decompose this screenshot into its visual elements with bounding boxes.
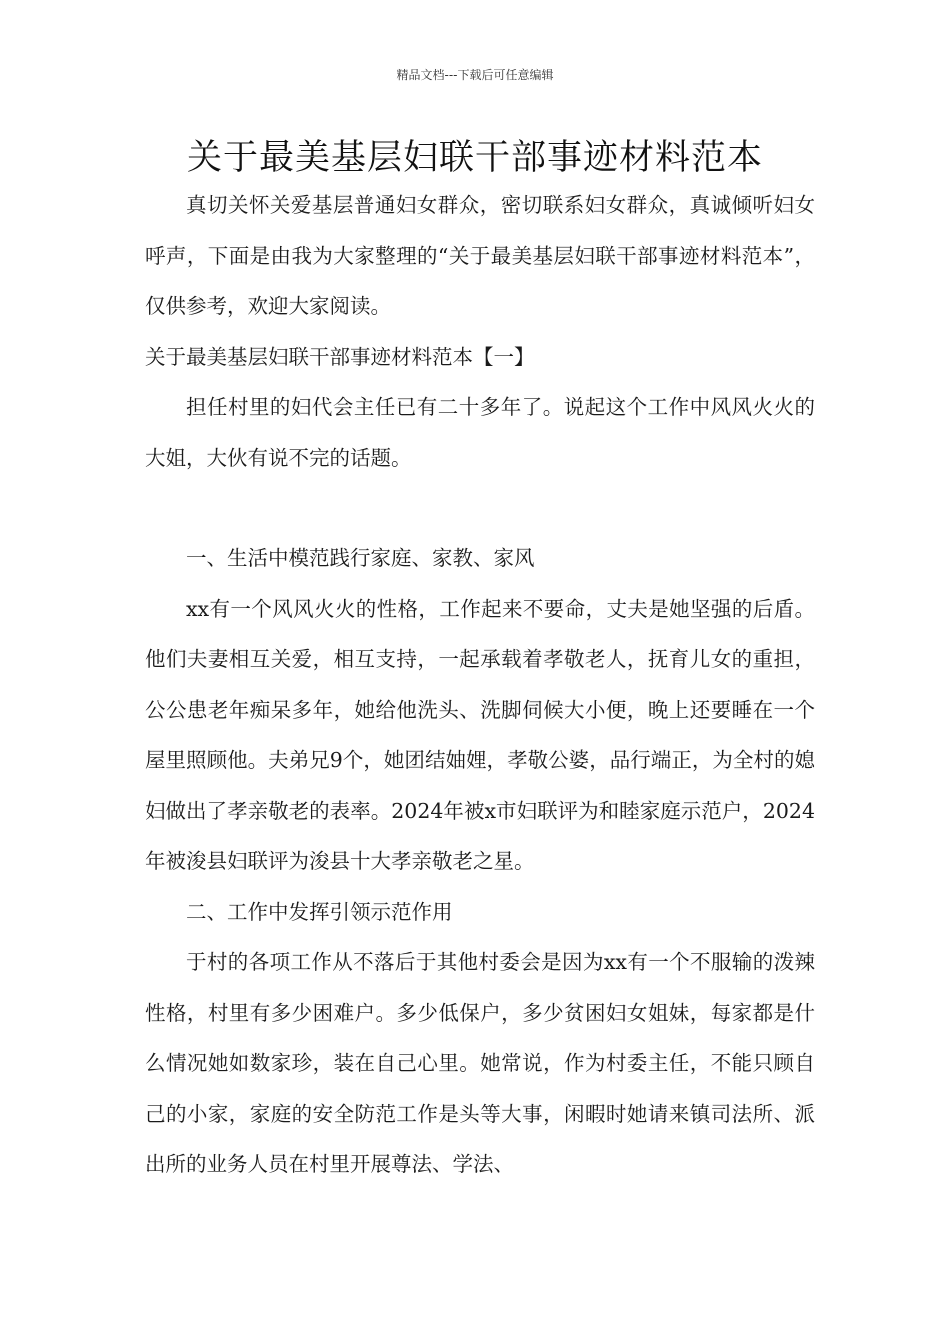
intro-paragraph: 真切关怀关爱基层普通妇女群众，密切联系妇女群众，真诚倾听妇女呼声，下面是由我为大家整理的“关于最美基层妇联干部事迹材料范本”，仅供参考，欢迎大家阅读。 — [145, 193, 815, 318]
body-paragraph: 担任村里的妇代会主任已有二十多年了。说起这个工作中风风火火的大姐，大伙有说不完的话题。 — [145, 395, 815, 470]
subheading-1: 一、生活中模范践行家庭、家教、家风 — [186, 546, 535, 570]
document-body — [145, 180, 815, 1190]
page-header: 精品文档---下载后可任意编辑 — [396, 68, 554, 82]
subheading-2: 二、工作中发挥引领示范作用 — [186, 899, 453, 924]
blank-line — [145, 483, 815, 533]
document-title: 关于最美基层妇联干部事迹材料范本 — [186, 138, 763, 178]
body-paragraph: 于村的各项工作从不落后于其他村委会是因为xx有一个不服输的泼辣性格，村里有多少困难户。多少低保户，多少贫困妇女姐妹，每家都是什么情况她如数家珍，装在自己心里。她常说，作为村委主任，不能只顾自己的小家，家庭的安全防范工作是头等大事，闲暇时她请来镇司法所、派出所的业务人员在村里开展尊法、学法、 — [145, 950, 815, 1176]
section-heading: 关于最美基层妇联干部事迹材料范本【一】 — [145, 344, 535, 369]
body-paragraph: xx有一个风风火火的性格，工作起来不要命，丈夫是她坚强的后盾。他们夫妻相互关爱，相互支持，一起承载着孝敬老人，抚育儿女的重担，公公患老年痴呆多年，她给他洗头、洗脚伺候大小便，晚上还要睡在一个屋里照顾他。夫弟兄9个，她团结妯娌，孝敬公婆，品行端正，为全村的媳妇做出了孝亲敬老的表率。2024年被x市妇联评为和睦家庭示范户，2024年被浚县妇联评为浚县十大孝亲敬老之星。 — [145, 596, 815, 873]
